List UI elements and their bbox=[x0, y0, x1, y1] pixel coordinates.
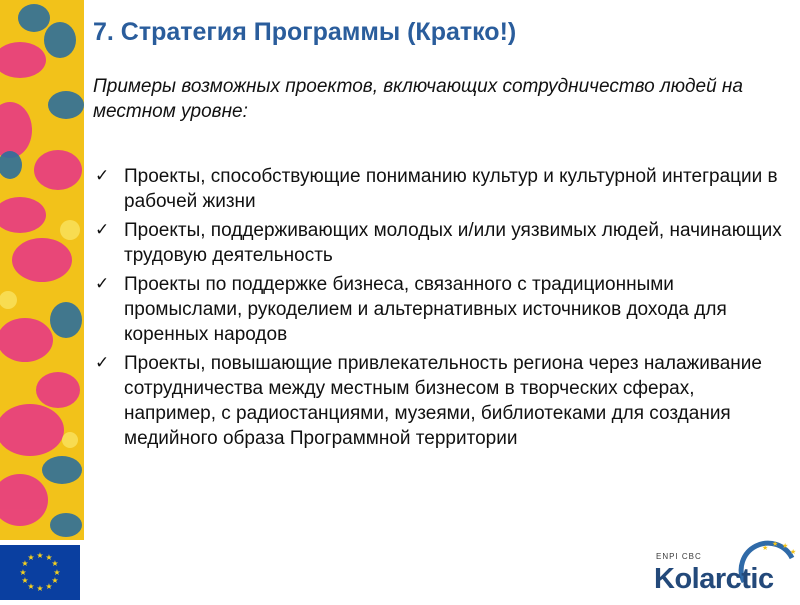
list-item bbox=[93, 164, 783, 214]
list-item-text: Проекты, повышающие привлекательность региона через налаживание сотрудничества между местным бизнесом в творческих сферах, например, с радиостанциями, музеями, библиотеками для создания медийного образа Программной территории bbox=[124, 353, 762, 449]
svg-text:★: ★ bbox=[21, 559, 29, 568]
svg-text:★: ★ bbox=[21, 576, 29, 585]
list-item-text: Проекты, поддерживающих молодых и/или уязвимых людей, начинающих трудовую деятельность bbox=[124, 220, 782, 266]
list-item bbox=[93, 351, 783, 451]
svg-text:★: ★ bbox=[782, 542, 789, 550]
list-item-text: Проекты, способствующие пониманию культур и культурной интеграции в рабочей жизни bbox=[124, 166, 778, 212]
svg-text:★: ★ bbox=[51, 576, 59, 585]
svg-text:★: ★ bbox=[27, 553, 35, 562]
kolarctic-logo bbox=[652, 536, 798, 598]
list-item bbox=[93, 218, 783, 268]
check-icon: ✓ bbox=[95, 166, 110, 186]
bullet-list bbox=[93, 164, 783, 455]
check-icon: ✓ bbox=[95, 220, 110, 240]
svg-text:★: ★ bbox=[790, 548, 797, 556]
svg-text:★: ★ bbox=[36, 551, 44, 560]
handprint-strip bbox=[0, 0, 84, 540]
logo-wordmark: Kolarctic bbox=[654, 563, 774, 595]
eu-flag bbox=[0, 545, 80, 600]
check-icon: ✓ bbox=[95, 353, 110, 373]
svg-text:★: ★ bbox=[19, 568, 27, 577]
svg-text:★: ★ bbox=[53, 568, 61, 577]
svg-text:★: ★ bbox=[45, 582, 53, 591]
intro-text: Примеры возможных проектов, включающих сотрудничество людей на местном уровне: bbox=[93, 76, 743, 122]
svg-text:★: ★ bbox=[45, 553, 53, 562]
list-item bbox=[93, 272, 783, 347]
slide-title: 7. Стратегия Программы (Кратко!) bbox=[93, 18, 517, 46]
svg-text:★: ★ bbox=[36, 584, 44, 593]
svg-text:★: ★ bbox=[51, 559, 59, 568]
check-icon: ✓ bbox=[95, 274, 110, 294]
list-item-text: Проекты по поддержке бизнеса, связанного с традиционными промыслами, рукоделием и альтернативных источников дохода для коренных народов bbox=[124, 274, 727, 345]
logo-subtitle: ENPI CBC bbox=[656, 552, 702, 561]
svg-text:★: ★ bbox=[772, 540, 779, 548]
svg-text:★: ★ bbox=[27, 582, 35, 591]
svg-text:★: ★ bbox=[762, 544, 769, 552]
